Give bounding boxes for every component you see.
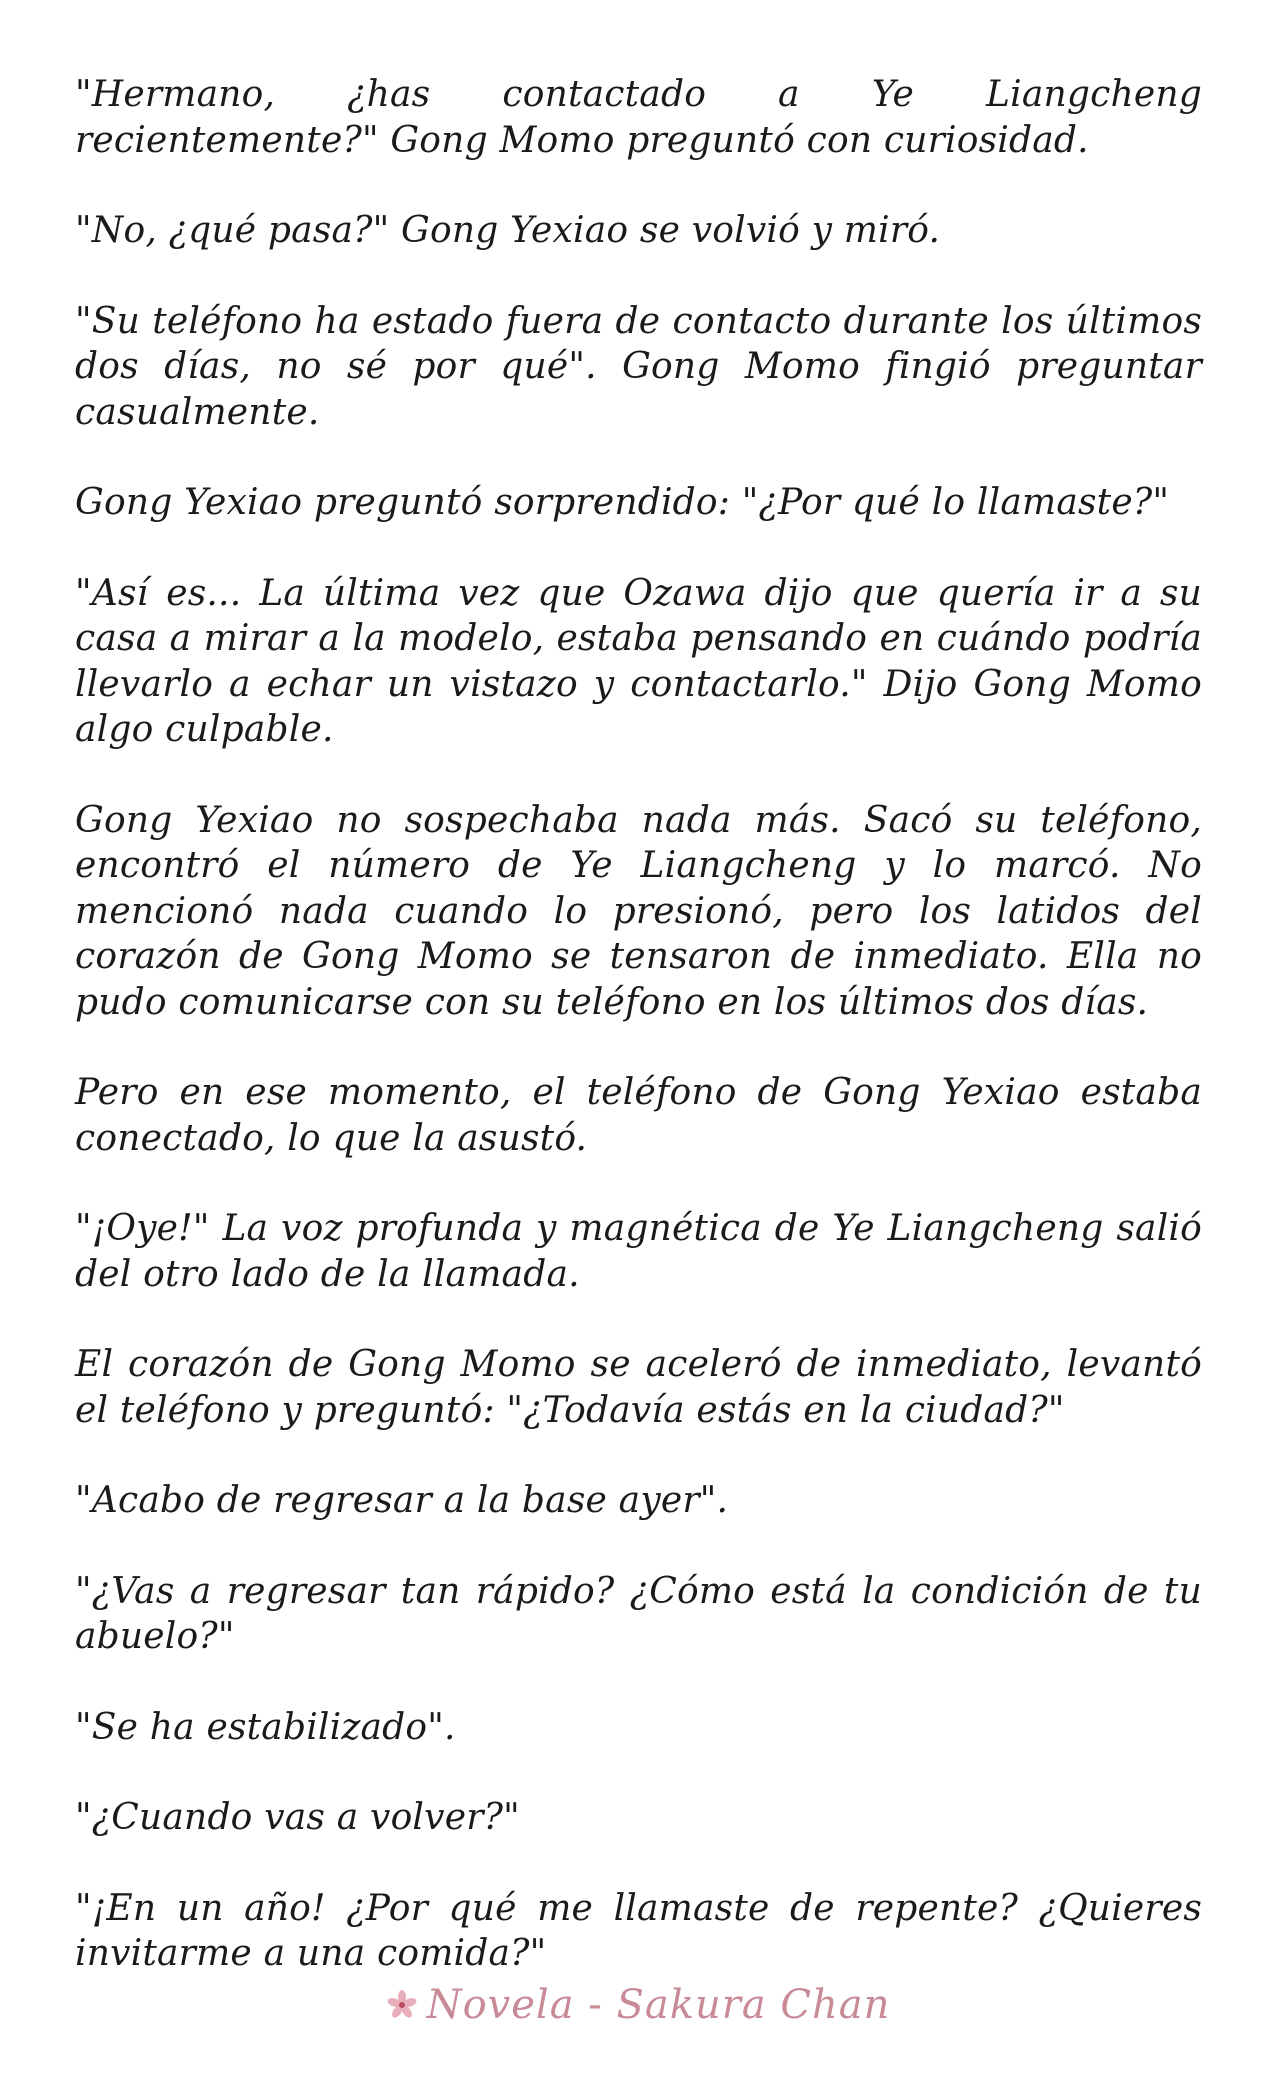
cherry-blossom-icon [385,1988,419,2022]
watermark-text: Novela - Sakura Chan [426,1982,891,2028]
paragraph: Gong Yexiao no sospechaba nada más. Sacó su teléfono, encontró el número de Ye Liangcheng y lo marcó. No mencionó nada cuando lo presionó, pero los latidos del corazón de Gong Momo se tensaron de inmediato. Ella no pudo comunicarse con su teléfono en los últimos dos días. [75,799,1202,1023]
paragraph: "Su teléfono ha estado fuera de contacto durante los últimos dos días, no sé por qué". Gong Momo fingió preguntar casualmente. [75,300,1202,433]
paragraph: "Se ha estabilizado". [75,1706,456,1748]
paragraph: El corazón de Gong Momo se aceleró de inmediato, levantó el teléfono y preguntó: "¿Todavía estás en la ciudad?" [75,1344,1202,1431]
paragraph: "¿Cuando vas a volver?" [75,1797,520,1838]
paragraph: Gong Yexiao preguntó sorprendido: "¿Por qué lo llamaste?" [75,482,1170,523]
paragraph: "¡En un año! ¿Por qué me llamaste de repente? ¿Quieres invitarme a una comida?" [75,1887,1202,1974]
paragraph: "No, ¿qué pasa?" Gong Yexiao se volvió y miró. [75,210,941,251]
paragraph: "¿Vas a regresar tan rápido? ¿Cómo está la condición de tu abuelo?" [75,1570,1202,1657]
paragraph: Pero en ese momento, el teléfono de Gong Yexiao estaba conectado, lo que la asustó. [75,1072,1202,1159]
paragraph: "¡Oye!" La voz profunda y magnética de Ye Liangcheng salió del otro lado de la llamada. [75,1208,1202,1295]
paragraph: "Hermano, ¿has contactado a Ye Liangcheng recientemente?" Gong Momo preguntó con curiosidad. [75,74,1202,161]
paragraph: "Así es... La última vez que Ozawa dijo que quería ir a su casa a mirar a la modelo, estaba pensando en cuándo podría llevarlo a echar un vistazo y contactarlo." Dijo Gong Momo algo culpable. [75,572,1202,750]
novel-text [75,72,1202,1977]
watermark [0,1975,1275,2035]
paragraph: "Acabo de regresar a la base ayer". [75,1480,729,1521]
